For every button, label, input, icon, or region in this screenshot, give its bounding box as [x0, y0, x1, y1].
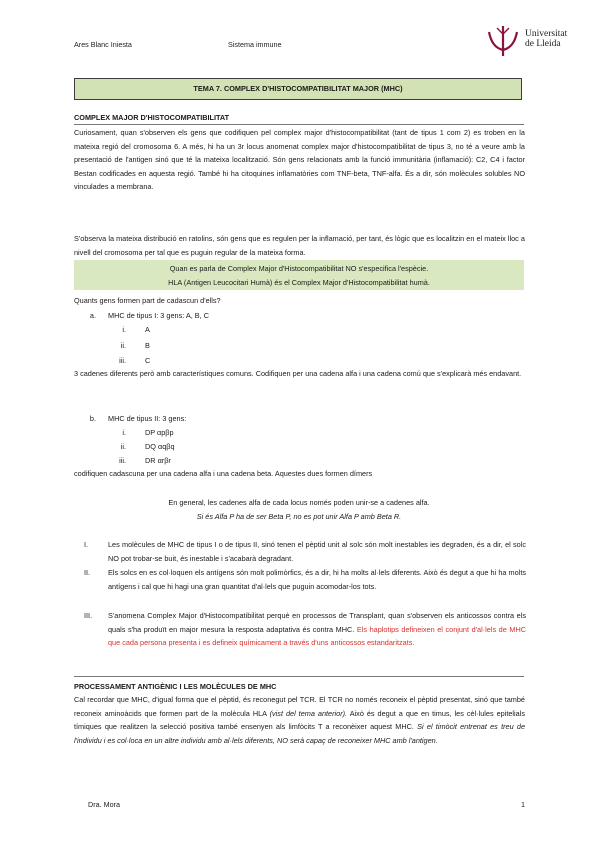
paragraph-mouse: S'observa la mateixa distribució en ratolins, són gens que es regulen per la inflamació, per tant, és lògic que es localitzin en el mateix lloc a nivell del cromosoma per tal que es puguin regular de la mateixa forma. [74, 234, 525, 257]
list-marker-b: b. [89, 414, 96, 423]
roman-num: III. [84, 611, 93, 620]
roman-item-3 [108, 609, 526, 650]
roman-item-2: Els solcs en es col·loquen els antígens són molt polimòrfics, és a dir, hi ha molts al·lels diferents. Això és degut a que hi ha molts antígens i cal que hi hagi una gran quantitat d'al·lels que puguin acomodar-los tots. [108, 568, 526, 591]
list-item-mhc2: MHC de tipus II: 3 gens: [108, 414, 187, 423]
logo-line-2: de Lleida [525, 39, 561, 49]
roman-item-1: Les molècules de MHC de tipus I o de tipus II, sinó tenen el pèptid unit al solc són molt inestables ies degraden, és a dir, el solc NO pot trobar-se buit, és inestable i s'acabarà degradant. [108, 540, 526, 563]
roman-num: I. [84, 540, 89, 549]
list-subnum: ii. [120, 442, 126, 451]
list-item-mhc1: MHC de tipus I: 3 gens: A, B, C [108, 311, 209, 320]
roman-num: II. [84, 568, 91, 577]
section-heading-processing: PROCESSAMENT ANTIGÈNIC I LES MOLÈCULES DE MHC [74, 682, 277, 691]
section-heading-mhc: COMPLEX MAJOR D'HISTOCOMPATIBILITAT [74, 113, 230, 122]
list-subitem: DQ αqβq [145, 442, 175, 451]
highlight-line-2: HLA (Antigen Leucocitari Humà) és el Complex Major d'Histocompatibilitat humà. [168, 277, 430, 287]
footer-author: Dra. Mora [88, 800, 120, 809]
section-divider [74, 676, 524, 677]
processing-text-2: (vist del tema anterior). [269, 708, 348, 718]
list-subnum: ii. [120, 341, 126, 350]
list-subnum: iii. [119, 456, 126, 465]
list-subitem: DP αpβp [145, 428, 174, 437]
paragraph-processing [74, 693, 525, 747]
question-text: Quants gens formen part de cadascun d'ells? [74, 296, 221, 305]
paragraph-intro: Curiosament, quan s'observen els gens que codifiquen pel complex major d'histocompatibilitat (tant de tipus 1 com 2) es troben en la mateixa regió del cromosoma 6. A més, hi ha un 3r locus anomenat complex major d'histocompatibilitat de tipus 3, no té a veure amb la presentació de l'antigen sinó que té la mateixa localització. Són gens relacionats amb la funció immunitària (inflamació): C2, C4 i factor Bestan codificades en aquesta regió. També hi ha citoquines inflamatòries com TNF-beta, TNF-alfa. És a dir, són molècules solubles NO vinculades a membrana. [74, 128, 525, 192]
list-subitem: B [145, 341, 150, 350]
processing-text-1: Cal recordar que MHC, d'igual forma que el pèptid, és reconegut pel TCR. El TCR no només reconeix el pèptid presentat, sinó que també reconeix aminoàcids que formen part de la molècula HLA [74, 695, 525, 718]
section-divider [74, 124, 524, 125]
center-note-2: Si és Alfa P ha de ser Beta P, no es pot unir Alfa P amb Beta R. [196, 512, 402, 521]
list-subnum: i. [122, 428, 126, 437]
processing-text-3: Això és degut a que en timus, les cèl·lules epitelials tímiques que realitzen la selecció positiva també ensenyen als limfòcits T a reconèixer aquest MHC. [74, 708, 526, 732]
page-number: 1 [521, 800, 525, 809]
paragraph-chains: 3 cadenes diferents però amb característiques comuns. Codifiquen per una cadena alfa i una cadena comú que s'explicarà més endavant. [74, 369, 522, 378]
header-subject: Sistema immune [228, 40, 282, 49]
header-author: Ares Blanc Iniesta [74, 40, 132, 49]
list-subitem: DR αrβr [145, 456, 171, 465]
highlight-box [74, 260, 524, 290]
list-subnum: iii. [119, 356, 126, 365]
page-title: TEMA 7. COMPLEX D'HISTOCOMPATIBILITAT MAJOR (MHC) [74, 78, 522, 100]
center-note-1: En general, les cadenes alfa de cada locus només poden unir-se a cadenes alfa. [168, 498, 430, 507]
logo-line-1: Universitat [525, 29, 568, 39]
processing-text-4: Si el timòcit entrenat es treu de l'individu i es col·loca en un altre individu amb al·lels diferents, NO serà capaç de reconeixer MHC amb l'antigen. [74, 722, 525, 745]
roman-item-3-text: S'anomena Complex Major d'Histocompatibilitat perquè en processos de Transplant, quan s'observen els anticossos contra els quals s'ha produït en major mesura la resposta adaptativa és contra MHC. [108, 611, 526, 634]
list-subnum: i. [122, 325, 126, 334]
list-marker-a: a. [89, 311, 96, 320]
highlight-line-1: Quan es parla de Complex Major d'Histocompatibilitat NO s'especifica l'espècie. [169, 264, 429, 273]
logo-wordmark [525, 29, 567, 49]
list-subitem: C [145, 356, 151, 365]
paragraph-dimers: codifiquen cadascuna per una cadena alfa i una cadena beta. Aquestes dues formen dímers [74, 469, 373, 478]
list-subitem: A [145, 325, 150, 334]
roman-item-3-highlight: Els haplotips defineixen el conjunt d'al·lels de MHC que cada persona presenta i es defineix químicament a través d'uns anticossos estandaritzats. [108, 624, 526, 648]
